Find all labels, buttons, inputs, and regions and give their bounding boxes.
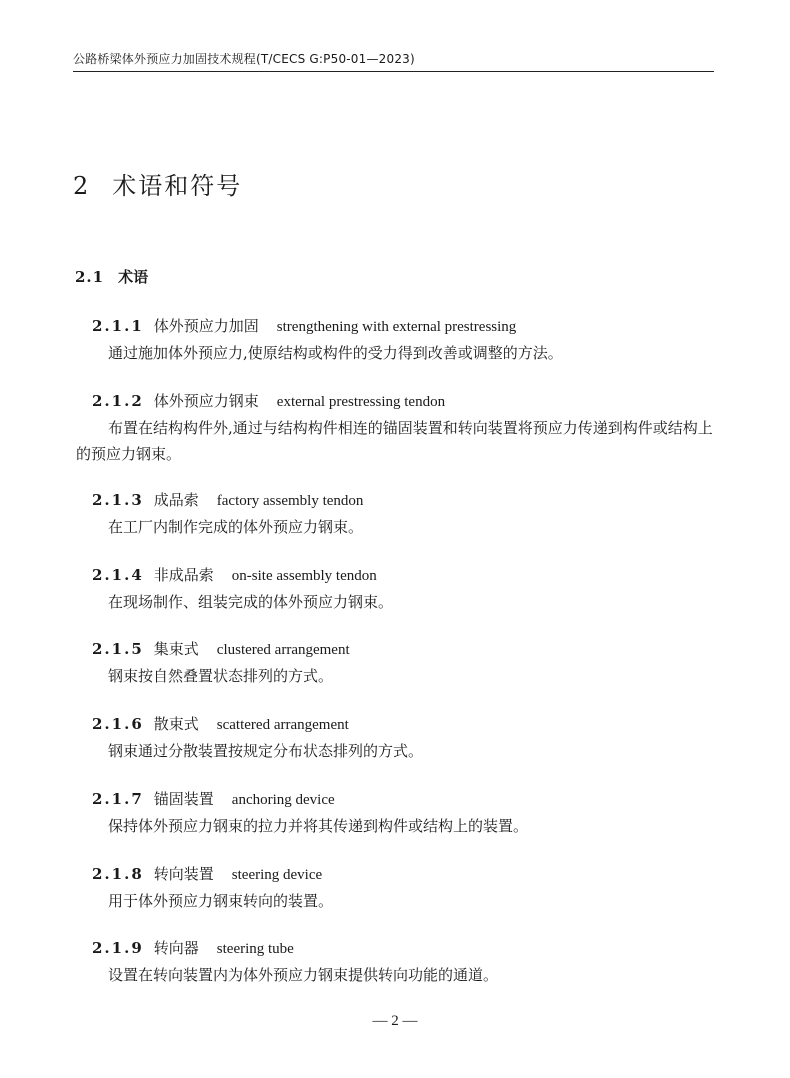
term-heading bbox=[76, 313, 716, 340]
header-rule bbox=[73, 71, 714, 72]
chapter-title-text: 术语和符号 bbox=[112, 172, 243, 200]
term-number: 2.1.5 bbox=[92, 640, 144, 658]
term-definition: 在工厂内制作完成的体外预应力钢束。 bbox=[108, 518, 364, 536]
term-definition: 钢束通过分散装置按规定分布状态排列的方式。 bbox=[108, 742, 424, 760]
term-heading bbox=[76, 861, 716, 888]
term-definition: 布置在结构构件外,通过与结构构件相连的锚固装置和转向装置将预应力传递到构件或结构上的预应力钢束。 bbox=[76, 419, 713, 463]
term-heading bbox=[76, 711, 716, 738]
term-entry bbox=[76, 388, 716, 467]
term-definition: 通过施加体外预应力,使原结构或构件的受力得到改善或调整的方法。 bbox=[108, 344, 563, 362]
term-chinese: 散束式 bbox=[153, 715, 199, 733]
term-definition: 设置在转向装置内为体外预应力钢束提供转向功能的通道。 bbox=[108, 966, 499, 984]
term-number: 2.1.1 bbox=[92, 317, 144, 335]
section-number: 2.1 bbox=[75, 268, 105, 286]
term-english: external prestressing tendon bbox=[276, 394, 446, 410]
running-header: 公路桥梁体外预应力加固技术规程(T/CECS G:P50-01—2023) bbox=[73, 52, 415, 66]
term-number: 2.1.4 bbox=[92, 566, 144, 584]
term-number: 2.1.2 bbox=[92, 392, 144, 410]
section-title bbox=[75, 266, 148, 287]
term-entry bbox=[76, 861, 716, 914]
term-english: steering tube bbox=[216, 941, 294, 957]
term-heading bbox=[76, 786, 716, 813]
term-heading bbox=[76, 935, 716, 962]
term-heading bbox=[76, 487, 716, 514]
term-number: 2.1.8 bbox=[92, 865, 144, 883]
term-heading bbox=[76, 562, 716, 589]
term-definition: 保持体外预应力钢束的拉力并将其传递到构件或结构上的装置。 bbox=[108, 817, 529, 835]
term-entry bbox=[76, 636, 716, 689]
term-english: on-site assembly tendon bbox=[231, 568, 377, 584]
term-entry bbox=[76, 711, 716, 764]
term-chinese: 非成品索 bbox=[153, 566, 214, 584]
term-english: steering device bbox=[231, 867, 323, 883]
term-english: anchoring device bbox=[231, 792, 335, 808]
term-entry bbox=[76, 562, 716, 615]
term-number: 2.1.7 bbox=[92, 790, 144, 808]
chapter-number: 2 bbox=[73, 172, 91, 200]
page-number: — 2 — bbox=[372, 1013, 418, 1029]
term-chinese: 体外预应力加固 bbox=[153, 317, 259, 335]
term-chinese: 体外预应力钢束 bbox=[153, 392, 259, 410]
term-definition: 钢束按自然叠置状态排列的方式。 bbox=[108, 667, 334, 685]
term-english: factory assembly tendon bbox=[216, 493, 364, 509]
term-chinese: 成品索 bbox=[153, 491, 199, 509]
term-english: clustered arrangement bbox=[216, 642, 350, 658]
term-heading bbox=[76, 636, 716, 663]
term-definition: 在现场制作、组装完成的体外预应力钢束。 bbox=[108, 593, 394, 611]
term-chinese: 锚固装置 bbox=[153, 790, 214, 808]
term-number: 2.1.6 bbox=[92, 715, 144, 733]
term-english: strengthening with external prestressing bbox=[276, 319, 517, 335]
term-chinese: 转向器 bbox=[153, 939, 199, 957]
term-definition: 用于体外预应力钢束转向的装置。 bbox=[108, 892, 334, 910]
term-entry bbox=[76, 786, 716, 839]
term-entry bbox=[76, 313, 716, 366]
term-chinese: 转向装置 bbox=[153, 865, 214, 883]
term-english: scattered arrangement bbox=[216, 717, 349, 733]
chapter-title bbox=[73, 166, 242, 201]
section-title-text: 术语 bbox=[118, 268, 149, 286]
term-entry bbox=[76, 935, 716, 988]
term-chinese: 集束式 bbox=[153, 640, 199, 658]
term-number: 2.1.9 bbox=[92, 939, 144, 957]
term-number: 2.1.3 bbox=[92, 491, 144, 509]
term-entry bbox=[76, 487, 716, 540]
term-heading bbox=[76, 388, 716, 415]
